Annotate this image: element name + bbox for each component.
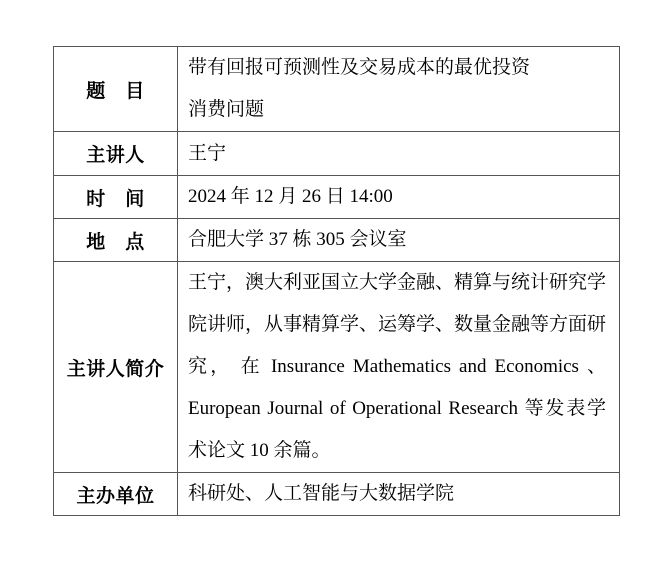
value-title [178,47,620,132]
table-row-title [54,47,620,132]
time-text: 2024 年 12 月 26 日 14:00 [188,186,393,207]
bio-line-2: 院讲师，从事精算学、运筹学、数量金融等方面研 [188,314,607,335]
label-title: 题 目 [54,47,178,132]
label-time: 时 间 [54,176,178,219]
bio-line-5: 术论文 10 余篇。 [188,440,331,461]
value-speaker [178,132,620,176]
label-speaker: 主讲人 [54,132,178,176]
seminar-info-table [53,46,620,516]
value-host [178,473,620,516]
table-row-host [54,473,620,516]
speaker-name: 王宁 [188,142,227,164]
table-row-bio [54,262,620,473]
table-row-time [54,176,620,219]
title-line-2: 消费问题 [188,99,265,120]
label-bio: 主讲人简介 [54,262,178,473]
value-place [178,219,620,262]
bio-line-4: European Journal of Operational Research 等发表学 [188,398,606,419]
bio-line-3: 究， 在 Insurance Mathematics and Economics 、 [188,356,606,377]
title-line-1: 带有回报可预测性及交易成本的最优投资 [188,57,531,78]
label-place: 地 点 [54,219,178,262]
value-time [178,176,620,219]
host-text: 科研处、人工智能与大数据学院 [188,483,455,504]
table-row-speaker [54,132,620,176]
value-bio [178,262,620,473]
bio-line-1: 王宁，澳大利亚国立大学金融、精算与统计研究学 [188,272,607,293]
label-host: 主办单位 [54,473,178,516]
table-row-place [54,219,620,262]
place-text: 合肥大学 37 栋 305 会议室 [188,229,407,250]
